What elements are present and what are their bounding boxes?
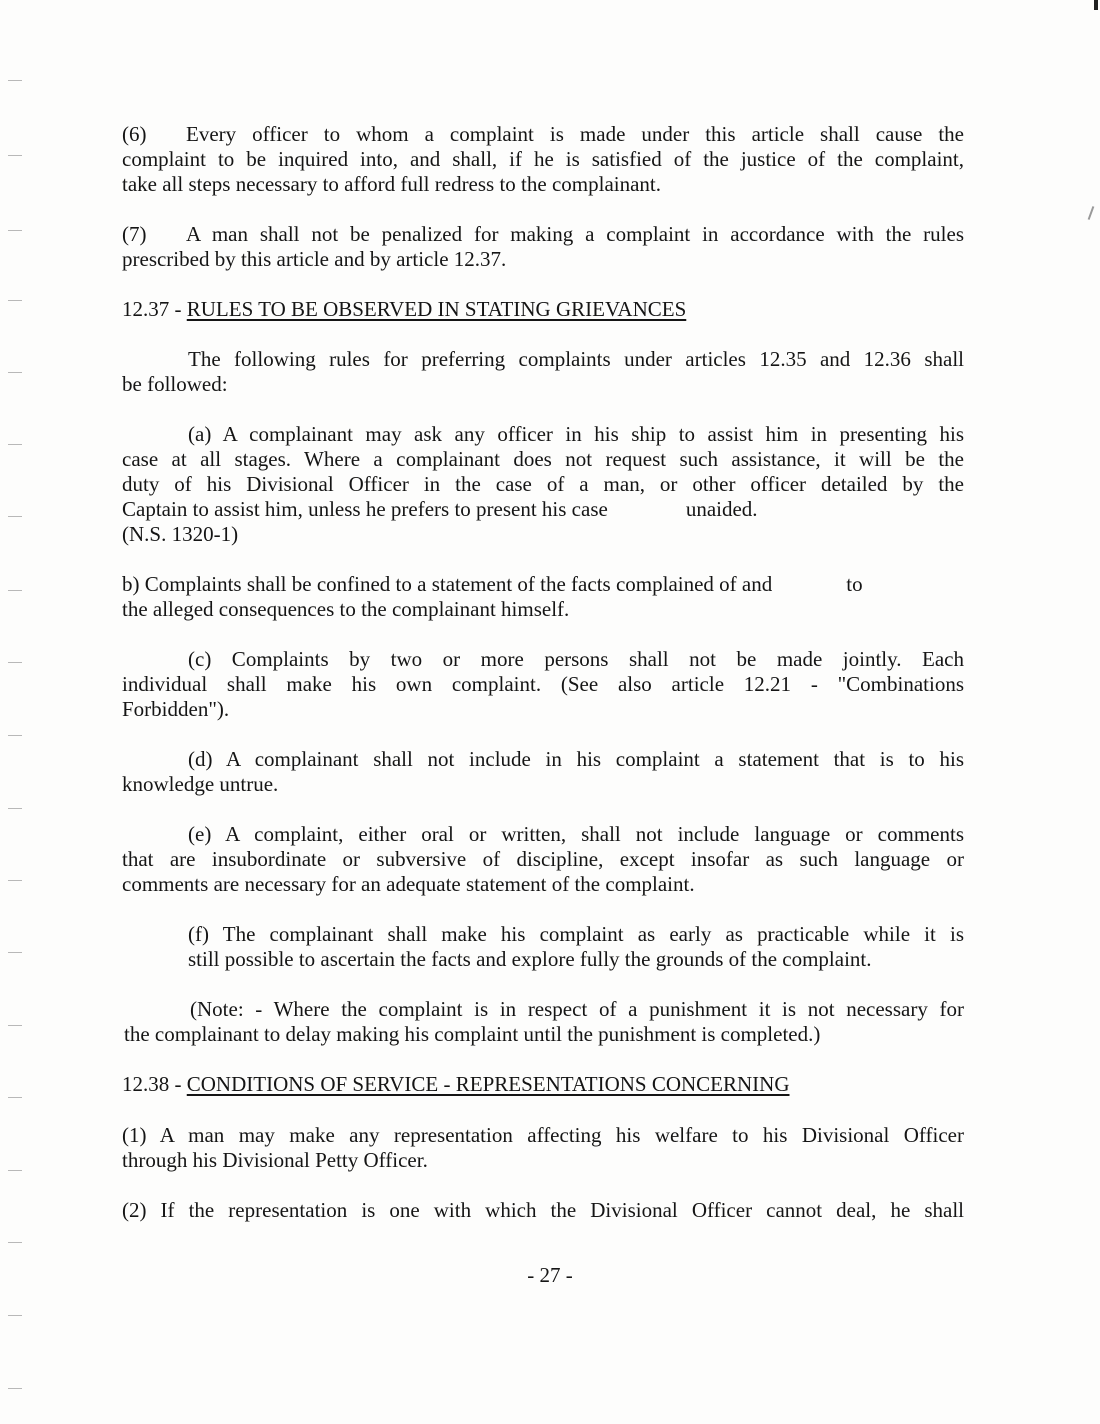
subsection-1-line-1: (1) A man may make any representation affecting his welfare to his Divisional Officer	[122, 1123, 964, 1147]
edge-mark	[8, 444, 22, 445]
paragraph-text: Every officer to whom a complaint is made under this article shall cause the	[186, 122, 964, 146]
rule-a-line-3: duty of his Divisional Officer in the case of a man, or other officer detailed by the	[122, 472, 964, 496]
edge-mark	[8, 1025, 22, 1026]
edge-mark	[8, 230, 22, 231]
paragraph-7-line-1	[122, 222, 964, 247]
edge-mark	[8, 735, 22, 736]
paragraph-6	[122, 122, 964, 197]
edge-mark	[8, 300, 22, 301]
rule-f	[188, 922, 964, 972]
binder-hole-marks	[0, 0, 40, 1424]
paragraph-6-line-2: complaint to be inquired into, and shall, if he is satisfied of the justice of the complaint,	[122, 147, 964, 171]
note	[124, 997, 964, 1047]
rule-a	[122, 422, 964, 547]
edge-mark	[8, 662, 22, 663]
paragraph-6-line-3: take all steps necessary to afford full redress to the complainant.	[122, 172, 662, 196]
section-title: RULES TO BE OBSERVED IN STATING GRIEVANCES	[186, 297, 687, 321]
edge-mark	[8, 952, 22, 953]
rule-a-reference: (N.S. 1320-1)	[122, 522, 239, 546]
rule-d	[122, 747, 964, 797]
edge-mark	[8, 1315, 22, 1316]
note-line-2: the complainant to delay making his complaint until the punishment is completed.)	[124, 1022, 821, 1046]
rule-b	[122, 572, 982, 622]
paragraph-7	[122, 222, 964, 272]
edge-mark	[8, 1388, 22, 1389]
rule-a-line-4	[122, 497, 964, 522]
paragraph-number: (7)	[122, 222, 147, 246]
rule-b-line-2: the alleged consequences to the complainant himself.	[122, 597, 570, 621]
edge-mark	[8, 372, 22, 373]
paragraph-text: A man shall not be penalized for making a complaint in accordance with the rules	[186, 222, 964, 246]
edge-mark	[8, 808, 22, 809]
rule-a-line-4-text: Captain to assist him, unless he prefers to present his case	[122, 497, 608, 521]
rule-a-line-4-end: unaided.	[685, 497, 758, 521]
subsection-1	[122, 1123, 964, 1173]
stray-pen-mark	[1088, 206, 1095, 220]
paragraph-7-line-2: prescribed by this article and by article 12.37.	[122, 247, 507, 271]
rule-b-line-1-text: b) Complaints shall be confined to a statement of the facts complained of and	[122, 572, 773, 596]
page-number: - 27 -	[527, 1263, 573, 1287]
rule-d-line-1: (d) A complainant shall not include in his complaint a statement that is to his	[188, 747, 964, 771]
rule-c-line-2: individual shall make his own complaint. (See also article 12.21 - "Combinations	[122, 672, 964, 696]
rule-e-line-3: comments are necessary for an adequate statement of the complaint.	[122, 872, 695, 896]
rule-e	[122, 822, 964, 897]
rule-d-line-2: knowledge untrue.	[122, 772, 279, 796]
rules-intro	[122, 347, 964, 397]
edge-mark	[8, 516, 22, 517]
edge-mark	[8, 80, 22, 81]
rule-b-line-1	[122, 572, 982, 597]
rule-e-line-2: that are insubordinate or subversive of discipline, except insofar as such language or	[122, 847, 964, 871]
note-line-1: (Note: - Where the complaint is in respect of a punishment it is not necessary for	[190, 997, 964, 1021]
rules-intro-line-1: The following rules for preferring complaints under articles 12.35 and 12.36 shall	[188, 347, 964, 371]
subsection-1-line-2: through his Divisional Petty Officer.	[122, 1148, 428, 1172]
corner-mark	[1094, 0, 1098, 10]
rule-a-line-2: case at all stages. Where a complainant does not request such assistance, it will be the	[122, 447, 964, 471]
rule-a-line-1: (a) A complainant may ask any officer in his ship to assist him in presenting his	[188, 422, 964, 446]
section-title: CONDITIONS OF SERVICE - REPRESENTATIONS CONCERNING	[186, 1072, 790, 1096]
heading-line	[122, 297, 964, 322]
subsection-2	[122, 1198, 964, 1223]
rule-c-line-1: (c) Complaints by two or more persons shall not be made jointly. Each	[188, 647, 964, 671]
rules-intro-line-2: be followed:	[122, 372, 228, 396]
edge-mark	[8, 1097, 22, 1098]
rule-f-line-1: (f) The complainant shall make his complaint as early as practicable while it is	[188, 922, 964, 946]
rule-b-line-1-end: to	[846, 572, 863, 596]
section-heading-12-38	[122, 1072, 964, 1097]
edge-mark	[8, 590, 22, 591]
rule-c	[122, 647, 964, 722]
rule-e-line-1: (e) A complaint, either oral or written, shall not include language or comments	[188, 822, 964, 846]
section-number: 12.38 -	[122, 1072, 187, 1096]
heading-line	[122, 1072, 964, 1097]
paragraph-number: (6)	[122, 122, 147, 146]
subsection-2-line-1: (2) If the representation is one with which the Divisional Officer cannot deal, he shall	[122, 1198, 964, 1222]
rule-f-line-2: still possible to ascertain the facts and explore fully the grounds of the complaint.	[188, 947, 872, 971]
edge-mark	[8, 1170, 22, 1171]
section-heading-12-37	[122, 297, 964, 322]
rule-c-line-3: Forbidden").	[122, 697, 230, 721]
edge-mark	[8, 155, 22, 156]
edge-mark	[8, 1242, 22, 1243]
edge-mark	[8, 880, 22, 881]
paragraph-6-line-1	[122, 122, 964, 147]
section-number: 12.37 -	[122, 297, 187, 321]
